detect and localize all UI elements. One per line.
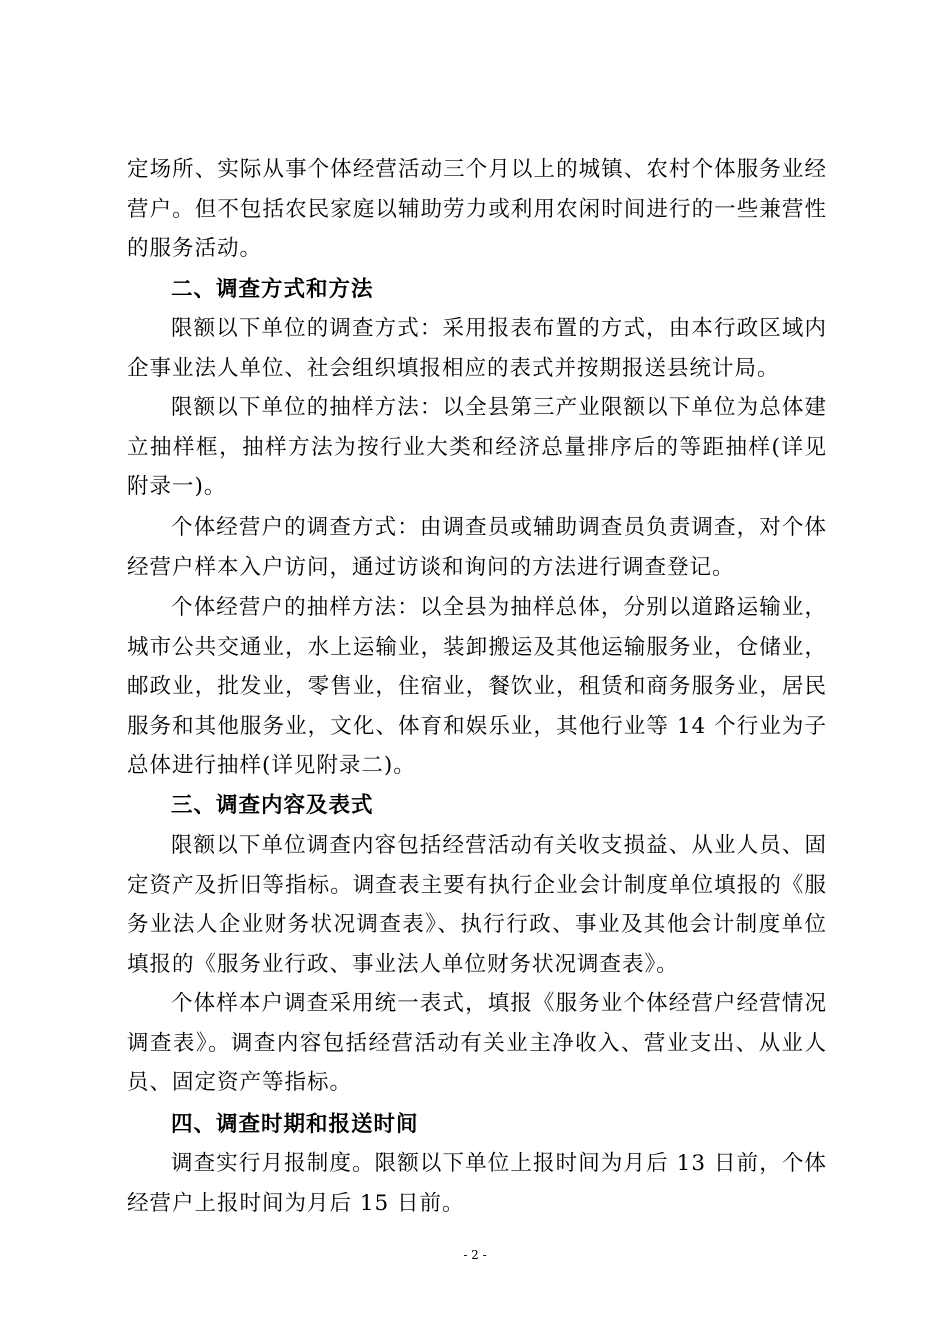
- paragraph-individual-sampling-method: 个体经营户的抽样方法：以全县为抽样总体，分别以道路运输业，城市公共交通业，水上运输业，装卸搬运及其他运输服务业，仓储业，邮政业，批发业，零售业，住宿业，餐饮业，租赁和商务服务业，居民服务和其他服务业，文化、体育和娱乐业，其他行业等 14 个行业为子总体进行抽样(详见附录二)。: [127, 595, 827, 779]
- paragraph-limited-unit-sampling-method: 限额以下单位的抽样方法：以全县第三产业限额以下单位为总体建立抽样框，抽样方法为按行业大类和经济总量排序后的等距抽样(详见附录一)。: [127, 395, 827, 500]
- paragraph-reporting-schedule: 调查实行月报制度。限额以下单位上报时间为月后 13 日前，个体经营户上报时间为月后 15 日前。: [127, 1151, 827, 1216]
- paragraph-limited-unit-survey-method: 限额以下单位的调查方式：采用报表布置的方式，由本行政区域内企事业法人单位、社会组织填报相应的表式并按期报送县统计局。: [127, 316, 827, 381]
- page-number: - 2 -: [463, 1248, 487, 1262]
- paragraph-limited-unit-content: 限额以下单位调查内容包括经营活动有关收支损益、从业人员、固定资产及折旧等指标。调查表主要有执行企业会计制度单位填报的《服务业法人企业财务状况调查表》、执行行政、事业及其他会计制度单位填报的《服务业行政、事业法人单位财务状况调查表》。: [127, 833, 827, 977]
- section-heading-survey-method: 二、调查方式和方法: [171, 277, 374, 302]
- paragraph-individual-survey-form: 个体样本户调查采用统一表式，填报《服务业个体经营户经营情况调查表》。调查内容包括经营活动有关业主净收入、营业支出、从业人员、固定资产等指标。: [127, 991, 827, 1096]
- paragraph-intro-continuation: 定场所、实际从事个体经营活动三个月以上的城镇、农村个体服务业经营户。但不包括农民家庭以辅助劳力或利用农闲时间进行的一些兼营性的服务活动。: [127, 157, 827, 262]
- paragraph-individual-survey-method: 个体经营户的调查方式：由调查员或辅助调查员负责调查，对个体经营户样本入户访问，通过访谈和询问的方法进行调查登记。: [127, 515, 827, 580]
- section-heading-survey-content: 三、调查内容及表式: [171, 793, 374, 818]
- section-heading-survey-period: 四、调查时期和报送时间: [171, 1112, 419, 1137]
